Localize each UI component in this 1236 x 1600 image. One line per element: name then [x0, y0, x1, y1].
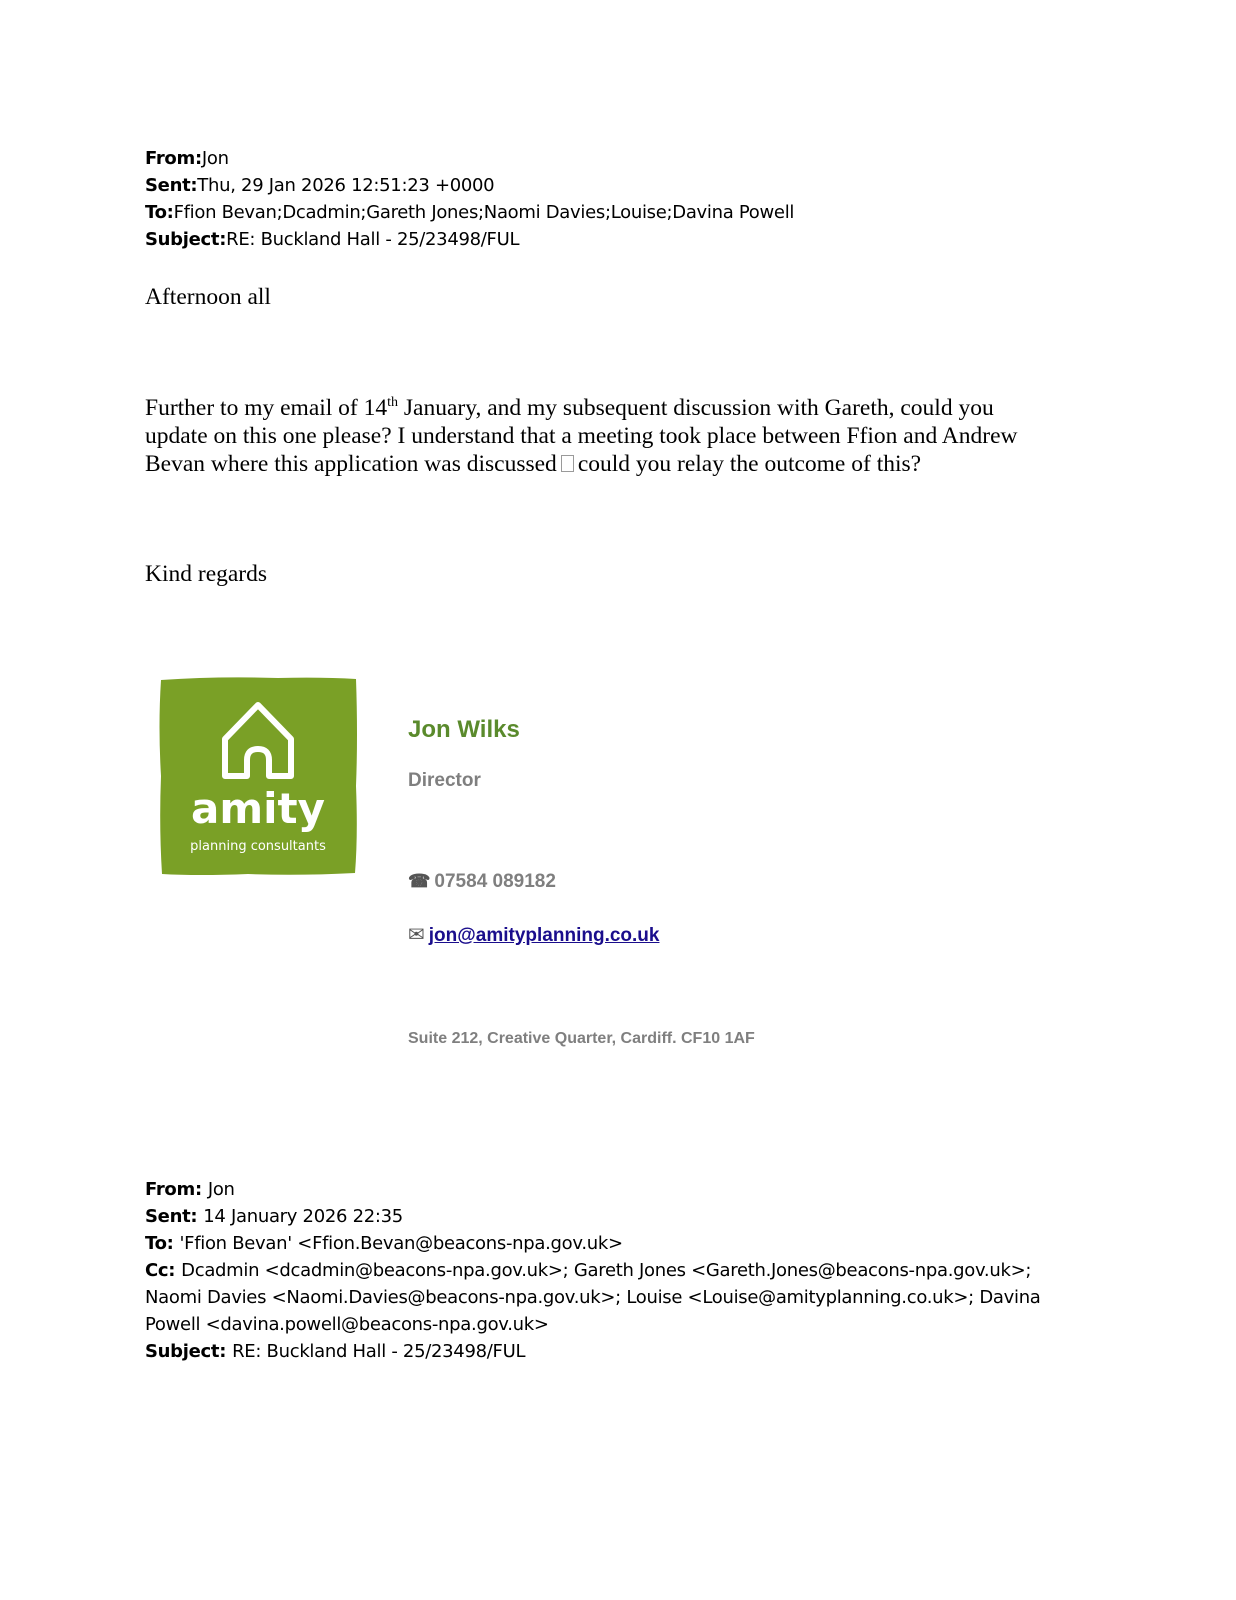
- to-row: [145, 1230, 1055, 1257]
- para-part1: Further to my email of 14: [145, 395, 388, 421]
- missing-glyph-box: [561, 455, 574, 472]
- greeting: Afternoon all: [145, 284, 271, 310]
- sent-label: Sent:: [145, 175, 198, 196]
- from-label: From:: [145, 148, 202, 169]
- ordinal-suffix: th: [387, 395, 399, 411]
- signature-address: Suite 212, Creative Quarter, Cardiff. CF10 1AF: [408, 1030, 755, 1047]
- from-row: [145, 145, 794, 172]
- from-label: From:: [145, 1179, 202, 1200]
- from-value: Jon: [207, 1179, 235, 1200]
- signature-title: Director: [408, 770, 481, 791]
- to-label: To:: [145, 1233, 174, 1254]
- email-header-latest: [145, 145, 794, 253]
- closing: Kind regards: [145, 561, 268, 587]
- logo-word: amity: [191, 784, 325, 833]
- from-row: [145, 1176, 1055, 1203]
- phone-icon: ☎: [408, 871, 431, 891]
- cc-label: Cc:: [145, 1260, 176, 1281]
- para-part3: could you relay the outcome of this?: [577, 451, 922, 477]
- to-value: Ffion Bevan;Dcadmin;Gareth Jones;Naomi Davies;Louise;Davina Powell: [173, 202, 795, 223]
- logo-tagline: planning consultants: [190, 839, 326, 854]
- sent-value: 14 January 2026 22:35: [203, 1206, 403, 1227]
- subject-value: RE: Buckland Hall - 25/23498/FUL: [232, 1341, 526, 1362]
- subject-row: [145, 1338, 1055, 1365]
- to-value: 'Ffion Bevan' <Ffion.Bevan@beacons-npa.gov.uk>: [179, 1233, 623, 1254]
- sent-row: [145, 1203, 1055, 1230]
- signature-phone: [408, 871, 556, 893]
- amity-logo: [158, 676, 358, 876]
- to-row: [145, 199, 794, 226]
- signature-name: Jon Wilks: [408, 716, 520, 743]
- email-link[interactable]: jon@amityplanning.co.uk: [428, 925, 660, 946]
- to-label: To:: [145, 202, 174, 223]
- cc-value: Dcadmin <dcadmin@beacons-npa.gov.uk>; Gareth Jones <Gareth.Jones@beacons-npa.gov.uk>; Naomi Davies <Naomi.Davies@beacons-npa.gov.uk>; Louise <Louise@amityplanning.co.uk>; Davina Powell <davina.powell@beacons-npa.gov.uk>: [145, 1260, 1041, 1335]
- subject-label: Subject:: [145, 229, 227, 250]
- phone-number: 07584 089182: [434, 871, 556, 892]
- cc-row: [145, 1257, 1055, 1338]
- message-paragraph: [145, 394, 1055, 478]
- subject-label: Subject:: [145, 1341, 227, 1362]
- sent-value: Thu, 29 Jan 2026 12:51:23 +0000: [197, 175, 495, 196]
- sent-label: Sent:: [145, 1206, 198, 1227]
- email-header-quoted: [145, 1176, 1055, 1365]
- para-part2: January, and my subsequent discussion with Gareth, could you update on this one please? I understand that a meeting took place between Ffion and Andrew Bevan where this application was discussed: [145, 395, 1018, 477]
- signature-email: [408, 922, 659, 947]
- subject-row: [145, 226, 794, 253]
- subject-value: RE: Buckland Hall - 25/23498/FUL: [226, 229, 520, 250]
- from-value: Jon: [201, 148, 229, 169]
- envelope-icon: ✉: [408, 924, 425, 946]
- logo-graphic: [158, 676, 358, 876]
- sent-row: [145, 172, 794, 199]
